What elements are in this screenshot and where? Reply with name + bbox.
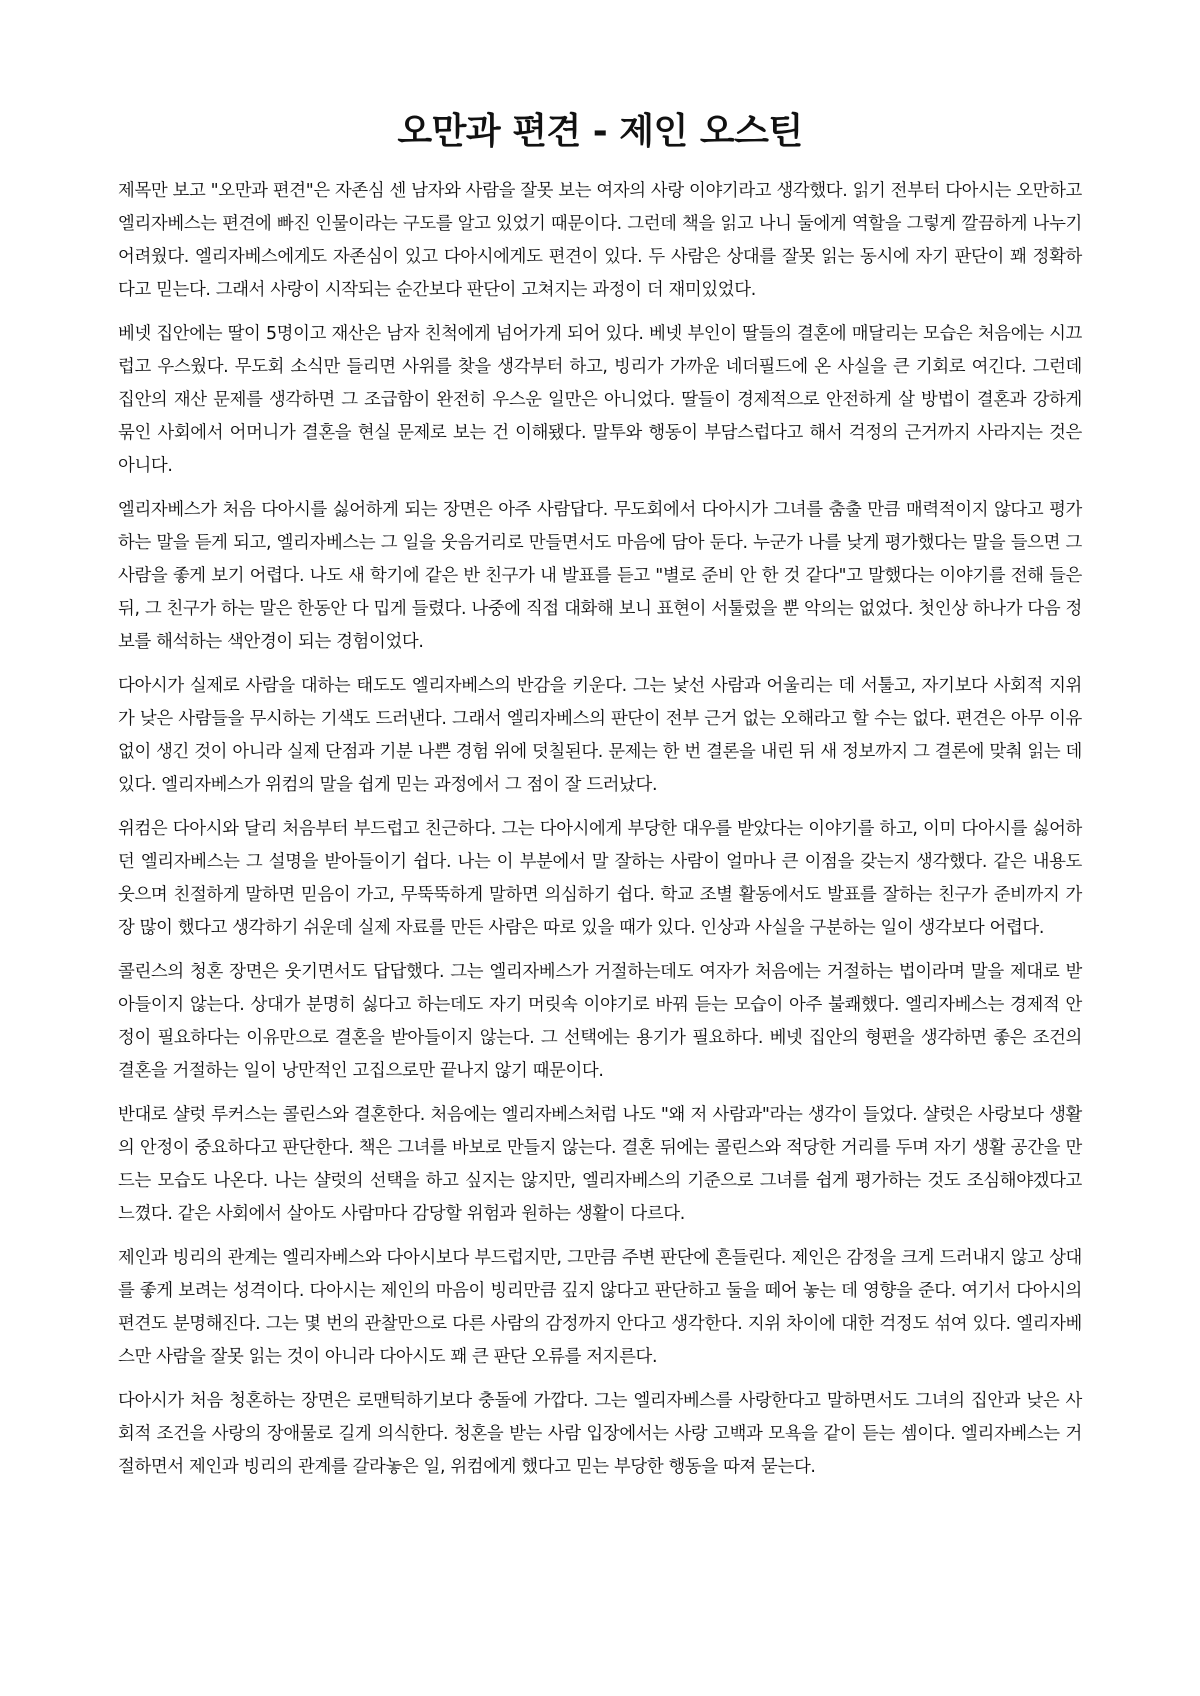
- paragraph-5: 위컴은 다아시와 달리 처음부터 부드럽고 친근하다. 그는 다아시에게 부당한 대우를 받았다는 이야기를 하고, 이미 다아시를 싫어하던 엘리자베스는 그 설명을 받아들이기 쉽다. 나는 이 부분에서 말 잘하는 사람이 얼마나 큰 이점을 갖는지 생각했다. 같은 내용도 웃으며 친절하게 말하면 믿음이 가고, 무뚝뚝하게 말하면 의심하기 쉽다. 학교 조별 활동에서도 발표를 잘하는 친구가 준비까지 가장 많이 했다고 생각하기 쉬운데 실제 자료를 만든 사람은 따로 있을 때가 있다. 인상과 사실을 구분하는 일이 생각보다 어렵다.: [118, 819, 1082, 939]
- document-page: [118, 110, 1082, 1495]
- paragraph-3: 엘리자베스가 처음 다아시를 싫어하게 되는 장면은 아주 사람답다. 무도회에서 다아시가 그녀를 춤출 만큼 매력적이지 않다고 평가하는 말을 듣게 되고, 엘리자베스는 그 일을 웃음거리로 만들면서도 마음에 담아 둔다. 누군가 나를 낮게 평가했다는 말을 들으면 그 사람을 좋게 보기 어렵다. 나도 새 학기에 같은 반 친구가 내 발표를 듣고 "별로 준비 안 한 것 같다"고 말했다는 이야기를 전해 들은 뒤, 그 친구가 하는 말은 한동안 다 밉게 들렸다. 나중에 직접 대화해 보니 표현이 서툴렀을 뿐 악의는 없었다. 첫인상 하나가 다음 정보를 해석하는 색안경이 되는 경험이었다.: [118, 500, 1082, 653]
- paragraph-2: 베넷 집안에는 딸이 5명이고 재산은 남자 친척에게 넘어가게 되어 있다. 베넷 부인이 딸들의 결혼에 매달리는 모습은 처음에는 시끄럽고 우스웠다. 무도회 소식만 들리면 사위를 찾을 생각부터 하고, 빙리가 가까운 네더필드에 온 사실을 큰 기회로 여긴다. 그런데 집안의 재산 문제를 생각하면 그 조급함이 완전히 우스운 일만은 아니었다. 딸들이 경제적으로 안전하게 살 방법이 결혼과 강하게 묶인 사회에서 어머니가 결혼을 현실 문제로 보는 건 이해됐다. 말투와 행동이 부담스럽다고 해서 걱정의 근거까지 사라지는 것은 아니다.: [118, 324, 1082, 477]
- paragraph-9: 다아시가 처음 청혼하는 장면은 로맨틱하기보다 충돌에 가깝다. 그는 엘리자베스를 사랑한다고 말하면서도 그녀의 집안과 낮은 사회적 조건을 사랑의 장애물로 길게 의식한다. 청혼을 받는 사람 입장에서는 사랑 고백과 모욕을 같이 듣는 셈이다. 엘리자베스는 거절하면서 제인과 빙리의 관계를 갈라놓은 일, 위컴에게 했다고 믿는 부당한 행동을 따져 묻는다.: [118, 1391, 1082, 1478]
- paragraph-8: 제인과 빙리의 관계는 엘리자베스와 다아시보다 부드럽지만, 그만큼 주변 판단에 흔들린다. 제인은 감정을 크게 드러내지 않고 상대를 좋게 보려는 성격이다. 다아시는 제인의 마음이 빙리만큼 깊지 않다고 판단하고 둘을 떼어 놓는 데 영향을 준다. 여기서 다아시의 편견도 분명해진다. 그는 몇 번의 관찰만으로 다른 사람의 감정까지 안다고 생각한다. 지위 차이에 대한 걱정도 섞여 있다. 엘리자베스만 사람을 잘못 읽는 것이 아니라 다아시도 꽤 큰 판단 오류를 저지른다.: [118, 1248, 1082, 1368]
- paragraph-4: 다아시가 실제로 사람을 대하는 태도도 엘리자베스의 반감을 키운다. 그는 낯선 사람과 어울리는 데 서툴고, 자기보다 사회적 지위가 낮은 사람들을 무시하는 기색도 드러낸다. 그래서 엘리자베스의 판단이 전부 근거 없는 오해라고 할 수는 없다. 편견은 아무 이유 없이 생긴 것이 아니라 실제 단점과 기분 나쁜 경험 위에 덧칠된다. 문제는 한 번 결론을 내린 뒤 새 정보까지 그 결론에 맞춰 읽는 데 있다. 엘리자베스가 위컴의 말을 쉽게 믿는 과정에서 그 점이 잘 드러났다.: [118, 676, 1082, 796]
- paragraph-7: 반대로 샬럿 루커스는 콜린스와 결혼한다. 처음에는 엘리자베스처럼 나도 "왜 저 사람과"라는 생각이 들었다. 샬럿은 사랑보다 생활의 안정이 중요하다고 판단한다. 책은 그녀를 바보로 만들지 않는다. 결혼 뒤에는 콜린스와 적당한 거리를 두며 자기 생활 공간을 만드는 모습도 나온다. 나는 샬럿의 선택을 하고 싶지는 않지만, 엘리자베스의 기준으로 그녀를 쉽게 평가하는 것도 조심해야겠다고 느꼈다. 같은 사회에서 살아도 사람마다 감당할 위험과 원하는 생활이 다르다.: [118, 1105, 1082, 1225]
- paragraph-1: 제목만 보고 "오만과 편견"은 자존심 센 남자와 사람을 잘못 보는 여자의 사랑 이야기라고 생각했다. 읽기 전부터 다아시는 오만하고 엘리자베스는 편견에 빠진 인물이라는 구도를 알고 있었기 때문이다. 그런데 책을 읽고 나니 둘에게 역할을 그렇게 깔끔하게 나누기 어려웠다. 엘리자베스에게도 자존심이 있고 다아시에게도 편견이 있다. 두 사람은 상대를 잘못 읽는 동시에 자기 판단이 꽤 정확하다고 믿는다. 그래서 사랑이 시작되는 순간보다 판단이 고쳐지는 과정이 더 재미있었다.: [118, 181, 1082, 301]
- document-title: 오만과 편견 - 제인 오스틴: [397, 111, 803, 152]
- paragraph-6: 콜린스의 청혼 장면은 웃기면서도 답답했다. 그는 엘리자베스가 거절하는데도 여자가 처음에는 거절하는 법이라며 말을 제대로 받아들이지 않는다. 상대가 분명히 싫다고 하는데도 자기 머릿속 이야기로 바꿔 듣는 모습이 아주 불쾌했다. 엘리자베스는 경제적 안정이 필요하다는 이유만으로 결혼을 받아들이지 않는다. 그 선택에는 용기가 필요하다. 베넷 집안의 형편을 생각하면 좋은 조건의 결혼을 거절하는 일이 낭만적인 고집으로만 끝나지 않기 때문이다.: [118, 962, 1082, 1082]
- document-body: [118, 175, 1082, 1484]
